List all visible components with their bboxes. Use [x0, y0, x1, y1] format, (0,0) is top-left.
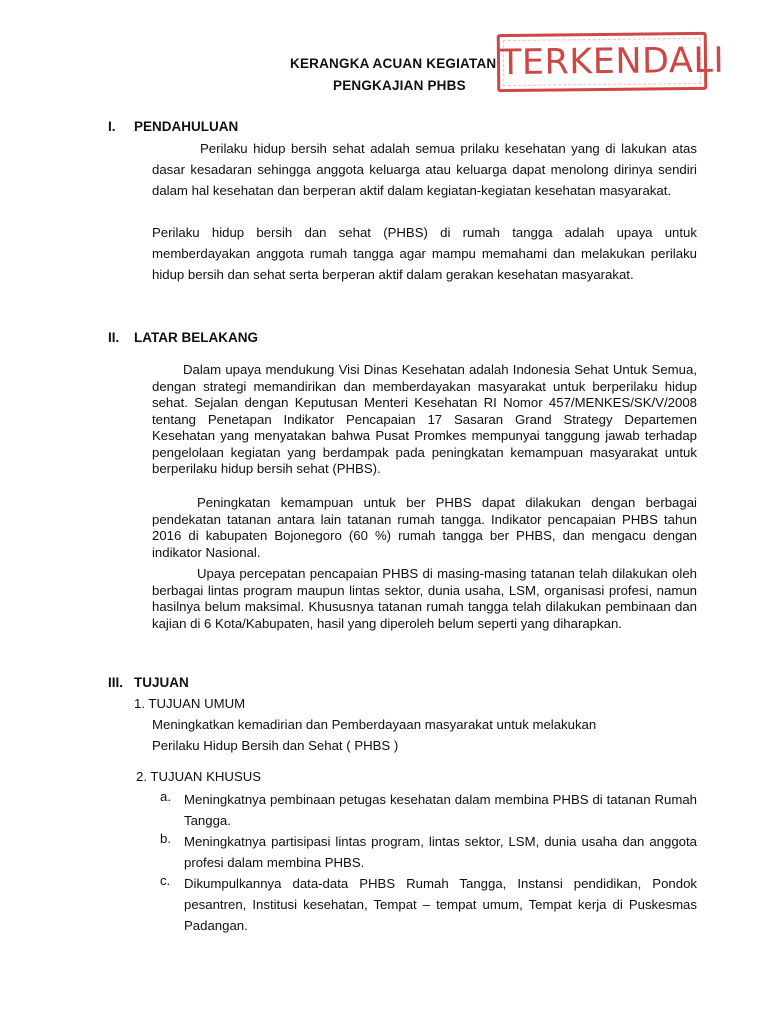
- list-item-text: Meningkatnya pembinaan petugas kesehatan dalam membina PHBS di tatanan Rumah Tangga.: [184, 792, 697, 828]
- list-item: [160, 831, 697, 873]
- section-2-paragraph-3: Upaya percepatan pencapaian PHBS di masing-masing tatanan telah dilakukan oleh berbagai lintas program maupun lintas sektor, dunia usaha, LSM, organisasi profesi, namun hasilnya belum maksimal. Khususnya tatanan rumah tangga telah dilakukan pembinaan dan kajian di 6 Kota/Kabupaten, hasil yang diperoleh belum seperti yang diharapkan.: [152, 566, 697, 631]
- terkendali-stamp: TERKENDALI: [497, 32, 708, 92]
- section-1-number: I.: [108, 119, 116, 134]
- list-item-text: Dikumpulkannya data-data PHBS Rumah Tangga, Instansi pendidikan, Pondok pesantren, Institusi kesehatan, Tempat – tempat umum, Tempat kerja di Puskesmas Padangan.: [184, 876, 697, 933]
- tujuan-umum-line-2: Perilaku Hidup Bersih dan Sehat ( PHBS ): [152, 738, 399, 753]
- tujuan-umum-title: 1. TUJUAN UMUM: [134, 696, 246, 711]
- section-2-number: II.: [108, 330, 120, 345]
- document-title: KERANGKA ACUAN KEGIATAN: [290, 56, 497, 71]
- tujuan-khusus-title: 2. TUJUAN KHUSUS: [136, 769, 262, 784]
- tujuan-khusus-list: [160, 789, 697, 936]
- section-3-title: TUJUAN: [134, 675, 189, 690]
- list-item: [160, 789, 697, 831]
- section-1-paragraph-1: Perilaku hidup bersih sehat adalah semua prilaku kesehatan yang di lakukan atas dasar kesadaran sehingga anggota keluarga atau keluarga dapat menolong dirinya sendiri dalam hal kesehatan dan berperan aktif dalam kegiatan-kegiatan kesehatan masyarakat.: [152, 141, 697, 198]
- list-item-marker: c.: [160, 873, 171, 888]
- section-2-paragraph-1: Dalam upaya mendukung Visi Dinas Kesehatan adalah Indonesia Sehat Untuk Semua, dengan strategi memandirikan dan memberdayakan masyarakat untuk berperilaku hidup sehat. Sejalan dengan Keputusan Menteri Kesehatan RI Nomor 457/MENKES/SK/V/2008 tentang Penetapan Indikator Pencapaian 17 Sasaran Grand Strategy Departemen Kesehatan yang menyatakan bahwa Pusat Promkes mempunyai tanggung jawab terhadap pengelolaan kegiatan yang berdampak pada peningkatan kemampuan masyarakat untuk berperilaku hidup bersih sehat (PHBS).: [152, 362, 697, 476]
- section-1-paragraph-2: Perilaku hidup bersih dan sehat (PHBS) di rumah tangga adalah upaya untuk memberdayakan anggota rumah tangga agar mampu memahami dan melakukan perilaku hidup bersih dan sehat serta berperan aktif dalam gerakan kesehatan masyarakat.: [152, 225, 697, 282]
- section-2-title: LATAR BELAKANG: [134, 330, 258, 345]
- tujuan-umum-line-1: Meningkatkan kemadirian dan Pemberdayaan masyarakat untuk melakukan: [152, 717, 597, 732]
- section-2-paragraph-2: Peningkatan kemampuan untuk ber PHBS dapat dilakukan dengan berbagai pendekatan tatanan antara lain tatanan rumah tangga. Indikator pencapaian PHBS tahun 2016 di kabupaten Bojonegoro (60 %) rumah tangga ber PHBS, dan mengacu dengan indikator Nasional.: [152, 495, 697, 560]
- list-item-text: Meningkatnya partisipasi lintas program, lintas sektor, LSM, dunia usaha dan anggota profesi dalam membina PHBS.: [184, 834, 697, 870]
- list-item-marker: b.: [160, 831, 171, 846]
- section-1-title: PENDAHULUAN: [134, 119, 239, 134]
- section-3-number: III.: [108, 675, 124, 690]
- document-subtitle: PENGKAJIAN PHBS: [333, 78, 466, 93]
- list-item-marker: a.: [160, 789, 171, 804]
- list-item: [160, 873, 697, 936]
